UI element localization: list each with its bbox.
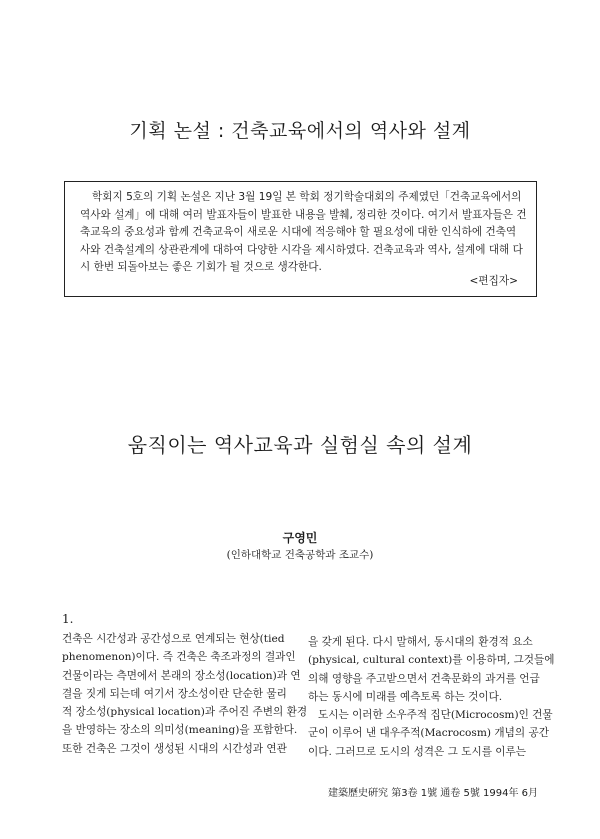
body-line: (physical, cultural context)를 이용하며, 그것들에 [308, 654, 555, 667]
editor-note-line: 역사와 설계」에 대해 여러 발표자들이 발표한 내용을 발췌, 정리한 것이다. 여기서 발표자들은 건 [80, 208, 527, 221]
body-line: 이다. 그러므로 도시의 성격은 그 도시를 이루는 [308, 745, 527, 758]
article-title: 움직이는 역사교육과 실험실 속의 설계 [127, 433, 473, 457]
section-title: 기획 논설 : 건축교육에서의 역사와 설계 [129, 120, 471, 142]
body-column-left [62, 630, 310, 758]
author-affiliation: (인하대학교 건축공학과 조교수) [226, 549, 374, 561]
body-line: 을 갖게 된다. 다시 말해서, 동시대의 환경적 요소 [308, 636, 533, 648]
author-name: 구영민 [282, 531, 318, 545]
section-number: 1. [62, 612, 74, 626]
body-line: 결을 짓게 되는데 여기서 장소성이란 단순한 물리 [62, 687, 287, 700]
body-line: 또한 건축은 그것이 생성된 시대의 시간성과 연관 [62, 742, 287, 755]
editor-signature: <편집자> [469, 274, 518, 287]
editor-note-line: 학회지 5호의 기획 논설은 지난 3월 19일 본 학회 정기학술대회의 주제였던「건축교육에서의 [92, 191, 522, 203]
journal-footer: 建築歷史硏究 第3卷 1號 通卷 5號 1994年 6月 [328, 788, 538, 799]
body-line: 적 장소성(physical location)과 주어진 주변의 환경 [62, 706, 308, 719]
body-line: 도시는 이러한 소우주적 집단(Microcosm)인 건물 [318, 709, 553, 722]
editor-note-line: 축교육의 중요성과 함께 건축교육이 새로운 시대에 적응해야 할 필요성에 대한 인식하에 건축역 [80, 226, 517, 238]
body-line: 을 반영하는 장소의 의미성(meaning)을 포함한다. [62, 724, 298, 737]
body-line: 하는 동시에 미래를 예측토록 하는 것이다. [308, 690, 503, 703]
editor-note-box [64, 181, 537, 297]
body-line: 건물이라는 측면에서 본래의 장소성(location)과 연 [62, 669, 301, 682]
body-line: 군이 이루어 낸 대우주적(Macrocosm) 개념의 공간 [308, 727, 549, 740]
body-column-right [308, 633, 555, 761]
body-line: phenomenon)이다. 즉 건축은 축조과정의 결과인 [62, 651, 296, 664]
editor-note-line: 시 한번 되돌아보는 좋은 기회가 될 것으로 생각한다. [80, 261, 322, 273]
body-line: 건축은 시간성과 공간성으로 연계되는 현상(tied [62, 633, 285, 645]
editor-note-line: 사와 건축설계의 상관관계에 대하여 다양한 시각을 제시하였다. 건축교육과 역사, 설계에 대해 다 [80, 243, 523, 256]
body-line: 의해 영향을 주고받으면서 건축문화의 과거를 언급 [308, 672, 540, 685]
